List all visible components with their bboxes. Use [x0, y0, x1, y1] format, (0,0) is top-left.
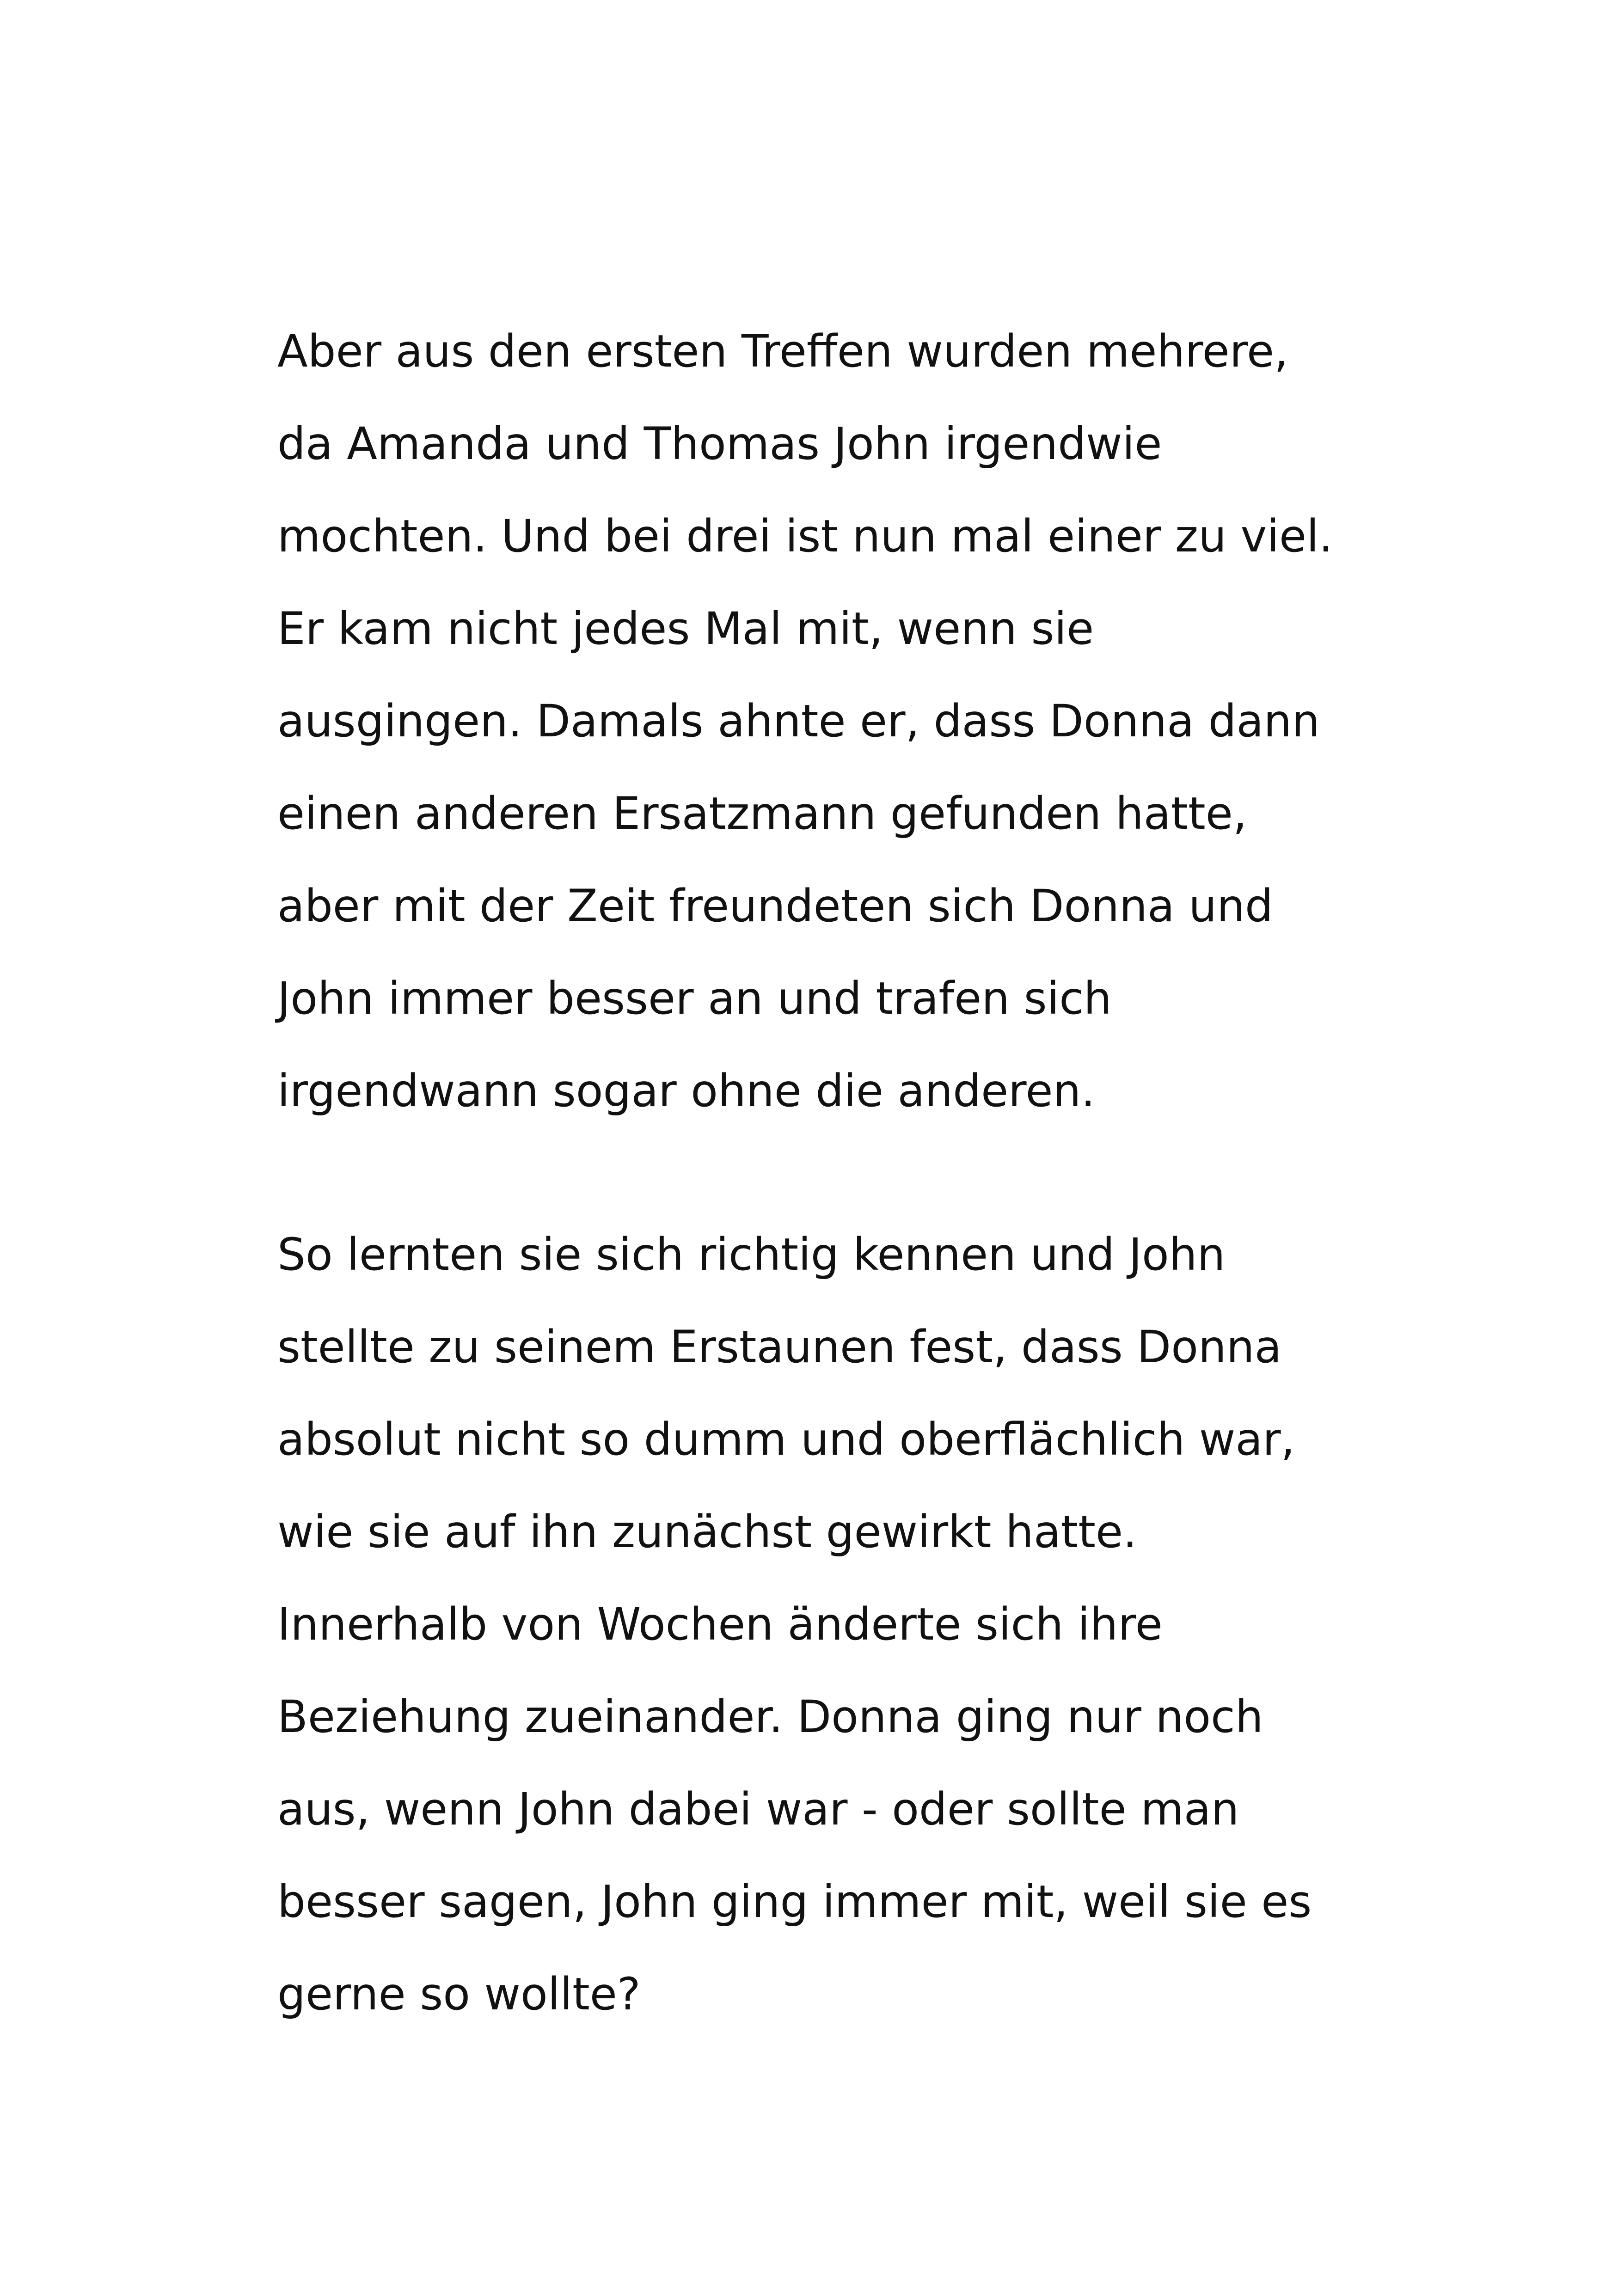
- text-line: absolut nicht so dumm und oberflächlich war,: [277, 1414, 1295, 1465]
- text-line: irgendwann sogar ohne die anderen.: [277, 1065, 1095, 1117]
- text-line: So lernten sie sich richtig kennen und John: [277, 1229, 1226, 1280]
- paragraph-2: [277, 1208, 1387, 2040]
- paragraph-1: [277, 305, 1387, 1137]
- text-line: besser sagen, John ging immer mit, weil sie es: [277, 1876, 1312, 1928]
- text-line: stellte zu seinem Erstaunen fest, dass Donna: [277, 1321, 1282, 1373]
- text-line: Aber aus den ersten Treffen wurden mehrere,: [277, 325, 1288, 377]
- text-line: Er kam nicht jedes Mal mit, wenn sie: [277, 603, 1094, 655]
- text-line: Beziehung zueinander. Donna ging nur noch: [277, 1691, 1263, 1743]
- text-line: einen anderen Ersatzmann gefunden hatte,: [277, 788, 1247, 839]
- text-line: aus, wenn John dabei war - oder sollte man: [277, 1783, 1239, 1835]
- text-line: gerne so wollte?: [277, 1968, 641, 2020]
- text-line: wie sie auf ihn zunächst gewirkt hatte.: [277, 1506, 1137, 1558]
- text-line: mochten. Und bei drei ist nun mal einer zu viel.: [277, 510, 1333, 562]
- text-line: John immer besser an und trafen sich: [277, 973, 1112, 1024]
- text-line: ausgingen. Damals ahnte er, dass Donna dann: [277, 695, 1320, 747]
- text-line: da Amanda und Thomas John irgendwie: [277, 418, 1162, 470]
- text-line: aber mit der Zeit freundeten sich Donna und: [277, 880, 1273, 932]
- text-line: Innerhalb von Wochen änderte sich ihre: [277, 1598, 1163, 1650]
